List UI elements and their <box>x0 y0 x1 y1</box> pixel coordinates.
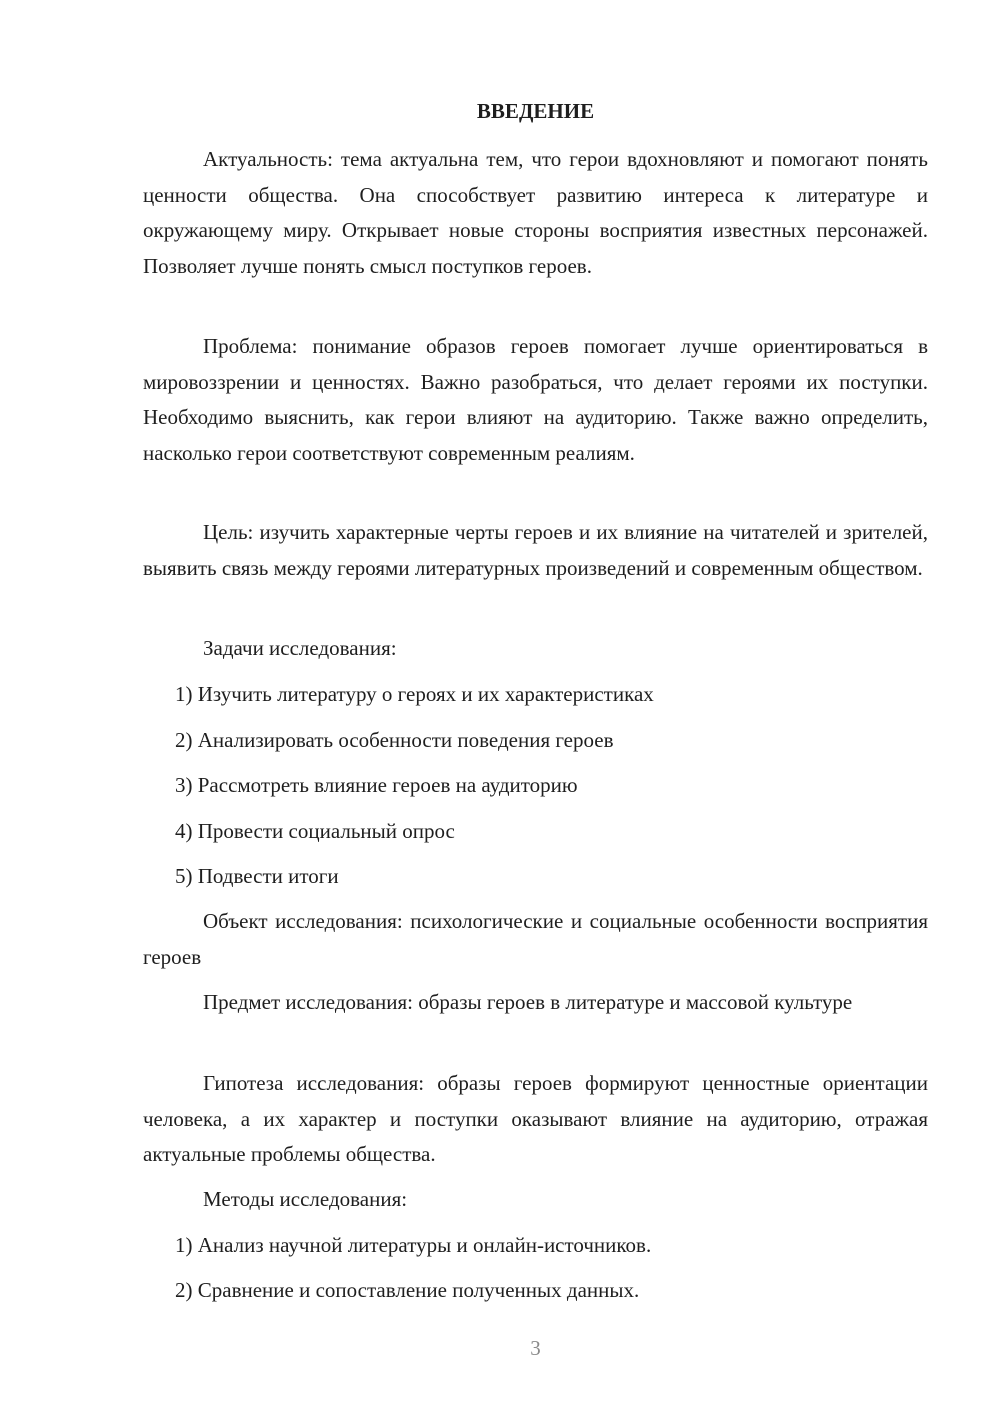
tasks-heading: Задачи исследования: <box>203 636 397 660</box>
task-item: 1) Изучить литературу о героях и их характеристиках <box>175 682 654 706</box>
method-item: 1) Анализ научной литературы и онлайн-источников. <box>175 1233 652 1257</box>
subject-paragraph: Предмет исследования: образы героев в литературе и массовой культуре <box>203 990 853 1014</box>
method-item: 2) Сравнение и сопоставление полученных данных. <box>175 1278 640 1302</box>
object-paragraph: Объект исследования: психологические и социальные особенности восприятия героев <box>143 909 928 969</box>
hypothesis-paragraph: Гипотеза исследования: образы героев формируют ценностные ориентации человека, а их характер и поступки оказывают влияние на аудиторию, отражая актуальные проблемы общества. <box>143 1071 928 1166</box>
methods-heading: Методы исследования: <box>203 1187 408 1211</box>
task-item: 3) Рассмотреть влияние героев на аудиторию <box>175 773 578 797</box>
problem-paragraph: Проблема: понимание образов героев помогает лучше ориентироваться в мировоззрении и ценностях. Важно разобраться, что делает героями их поступки. Необходимо выяснить, как герои влияют на аудиторию. Также важно определить, насколько герои соответствуют современным реалиям. <box>143 334 928 465</box>
task-item: 2) Анализировать особенности поведения героев <box>175 728 614 752</box>
page-title: ВВЕДЕНИЕ <box>476 99 595 123</box>
task-item: 4) Провести социальный опрос <box>175 819 455 843</box>
task-item: 5) Подвести итоги <box>175 864 339 888</box>
goal-paragraph: Цель: изучить характерные черты героев и их влияние на читателей и зрителей, выявить связь между героями литературных произведений и современным обществом. <box>143 520 928 580</box>
page-number: 3 <box>530 1336 541 1360</box>
relevance-paragraph: Актуальность: тема актуальна тем, что герои вдохновляют и помогают понять ценности общества. Она способствует развитию интереса к литературе и окружающему миру. Открывает новые стороны восприятия известных персонажей. Позволяет лучше понять смысл поступков героев. <box>143 147 928 278</box>
